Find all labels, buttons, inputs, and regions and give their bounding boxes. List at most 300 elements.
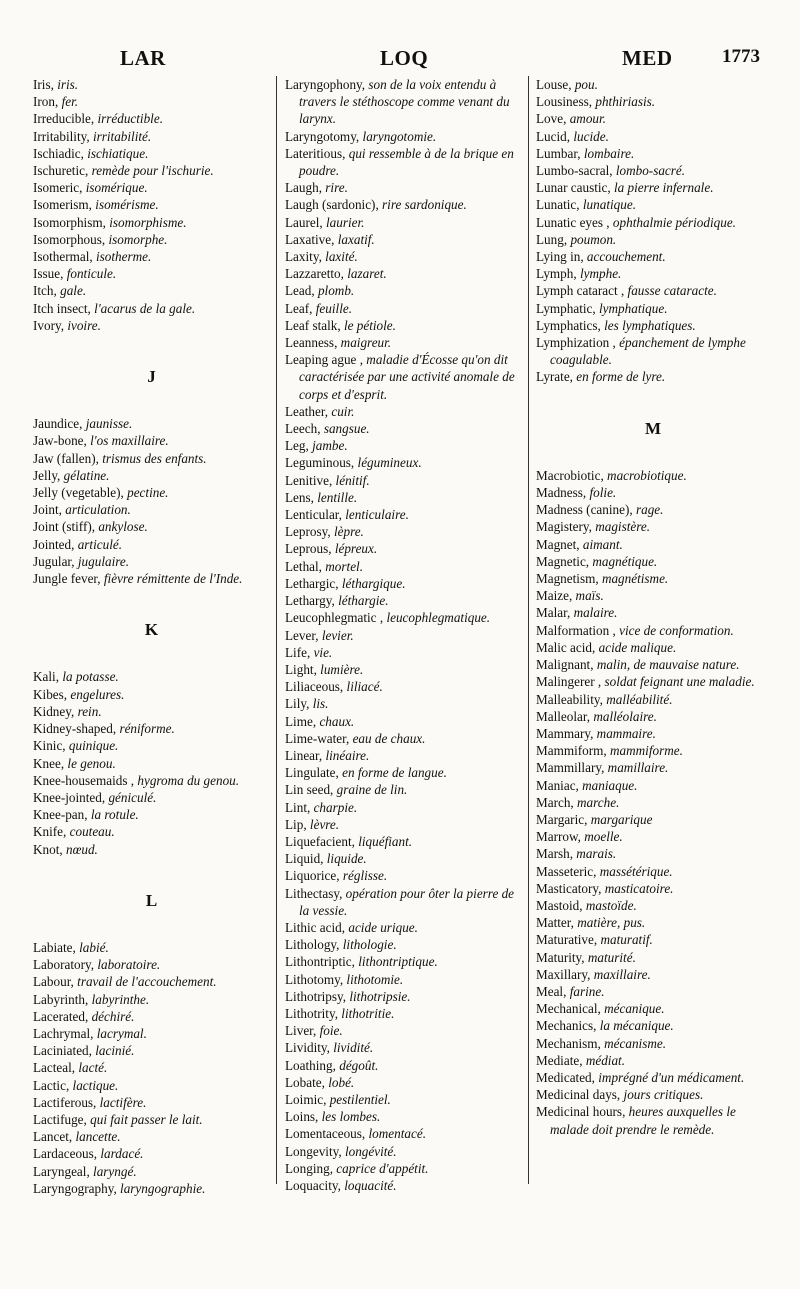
entry-headword: Knot,: [33, 841, 63, 857]
dictionary-entry: [536, 282, 770, 299]
entry-headword: Leather,: [285, 403, 329, 419]
entry-headword: Linear,: [285, 747, 323, 763]
entry-translation: irréductible.: [97, 111, 163, 127]
dictionary-entry: [33, 720, 270, 737]
entry-translation: couteau.: [69, 824, 115, 840]
entry-translation: iris.: [57, 77, 79, 92]
dictionary-entry: [285, 558, 520, 575]
entry-translation: malléabilité.: [606, 691, 673, 707]
entry-translation: lithontriptique.: [358, 954, 438, 970]
entry-translation: foie.: [319, 1023, 343, 1039]
dictionary-entry: [536, 501, 770, 518]
entry-headword: Lunatic eyes ,: [536, 214, 610, 230]
entry-headword: Lymphatics,: [536, 317, 601, 333]
dictionary-entry: [33, 1180, 270, 1197]
entry-translation: jugulaire.: [77, 553, 130, 569]
entry-translation: rein.: [77, 703, 102, 719]
dictionary-entry: [536, 1017, 770, 1034]
entry-translation: pestilentiel.: [329, 1091, 391, 1107]
entry-headword: Jelly,: [33, 467, 61, 483]
dictionary-entry: [536, 828, 770, 845]
dictionary-entry: [285, 351, 520, 403]
entry-headword: Medicinal hours,: [536, 1104, 626, 1120]
entry-translation: lombaire.: [583, 145, 635, 161]
dictionary-entry: [536, 128, 770, 145]
entry-translation: pectine.: [127, 485, 169, 501]
entry-headword: Leguminous,: [285, 455, 355, 471]
entry-headword: Loimic,: [285, 1091, 327, 1107]
entry-headword: Maxillary,: [536, 966, 591, 982]
entry-translation: accouchement.: [586, 249, 666, 265]
dictionary-entry: [536, 983, 770, 1000]
entry-translation: gale.: [60, 283, 87, 299]
entry-translation: isomorphisme.: [109, 214, 187, 230]
dictionary-entry: [536, 484, 770, 501]
entry-translation: liquide.: [326, 851, 367, 867]
dictionary-entry: [536, 317, 770, 334]
entry-headword: Knee-jointed,: [33, 789, 106, 805]
entry-headword: Lardaceous,: [33, 1146, 98, 1162]
dictionary-entry: [536, 777, 770, 794]
dictionary-entry: [536, 76, 770, 93]
entry-headword: Malleolar,: [536, 708, 591, 724]
dictionary-entry: [285, 695, 520, 712]
dictionary-entry: [285, 489, 520, 506]
entry-headword: Laryngeal,: [33, 1163, 90, 1179]
entry-headword: Malignant,: [536, 657, 594, 673]
column-3: [536, 76, 770, 1184]
entry-headword: Mammiform,: [536, 743, 607, 759]
dictionary-entry: [536, 931, 770, 948]
entry-translation: isotherme.: [96, 249, 152, 265]
entry-headword: Lucid,: [536, 128, 571, 144]
dictionary-entry: [33, 501, 270, 518]
entry-headword: Labour,: [33, 974, 74, 990]
entry-translation: lacrymal.: [96, 1025, 147, 1041]
entry-headword: Lithology,: [285, 937, 340, 953]
entry-translation: ischiatique.: [87, 145, 149, 161]
dictionary-entry: [33, 282, 270, 299]
entry-translation: le pétiole.: [343, 317, 396, 333]
entry-translation: maladie d'Écosse qu'on dit caractérisée par une activité anomale de corps et d'esprit.: [299, 352, 515, 402]
dictionary-entry: [536, 622, 770, 639]
entry-translation: laryngé.: [93, 1163, 137, 1179]
entry-headword: Masticatory,: [536, 880, 602, 896]
dictionary-entry: [536, 570, 770, 587]
dictionary-entry: [33, 76, 270, 93]
entry-translation: isomérisme.: [95, 197, 159, 213]
dictionary-entry: [285, 1177, 520, 1194]
dictionary-entry: [536, 248, 770, 265]
entry-headword: Ischuretic,: [33, 163, 89, 179]
dictionary-entry: [285, 1057, 520, 1074]
entry-headword: Loathing,: [285, 1057, 336, 1073]
entry-headword: Leucophlegmatic ,: [285, 610, 384, 626]
entry-headword: Lethal,: [285, 558, 322, 574]
entry-headword: Jaw-bone,: [33, 433, 87, 449]
dictionary-entry: [536, 368, 770, 385]
entry-translation: lomentacé.: [368, 1126, 426, 1142]
dictionary-entry: [285, 196, 520, 213]
entry-headword: Lens,: [285, 489, 314, 505]
page-number: 1773: [722, 46, 760, 67]
dictionary-entry: [285, 661, 520, 678]
dictionary-entry: [536, 196, 770, 213]
entry-headword: Lily,: [285, 696, 310, 712]
entry-translation: magnétique.: [592, 553, 658, 569]
entry-headword: Lead,: [285, 283, 315, 299]
dictionary-entry: [536, 759, 770, 776]
entry-translation: rire sardonique.: [382, 197, 467, 213]
entry-headword: Longing,: [285, 1160, 333, 1176]
entry-translation: médiat.: [585, 1052, 626, 1068]
entry-translation: plomb.: [317, 283, 355, 299]
dictionary-entry: [33, 772, 270, 789]
entry-translation: ophthalmie périodique.: [612, 214, 736, 230]
dictionary-entry: [285, 747, 520, 764]
dictionary-entry: [285, 248, 520, 265]
dictionary-entry: [285, 265, 520, 282]
dictionary-entry: [536, 587, 770, 604]
entry-headword: Life,: [285, 644, 311, 660]
entry-headword: Masseteric,: [536, 863, 597, 879]
entry-headword: Lomentaceous,: [285, 1126, 366, 1142]
entry-translation: lénitif.: [335, 472, 370, 488]
entry-headword: Kinic,: [33, 738, 66, 754]
entry-translation: l'acarus de la gale.: [94, 300, 196, 316]
entry-headword: Lunatic,: [536, 197, 580, 213]
entry-translation: matière, pus.: [577, 915, 646, 931]
section-letter: J: [147, 367, 156, 387]
entry-headword: Lithotomy,: [285, 971, 344, 987]
entry-translation: mammaire.: [596, 725, 656, 741]
dictionary-entry: [285, 885, 520, 919]
entry-translation: fer.: [61, 94, 79, 110]
entry-translation: en forme de lyre.: [576, 369, 666, 385]
dictionary-entry: [536, 897, 770, 914]
dictionary-entry: [536, 1086, 770, 1103]
entry-headword: Lobate,: [285, 1074, 325, 1090]
dictionary-entry: [33, 110, 270, 127]
entry-headword: Lactiferous,: [33, 1094, 97, 1110]
entry-translation: lithotripsie.: [349, 988, 411, 1004]
entry-headword: Loquacity,: [285, 1178, 341, 1193]
entry-translation: mortel.: [325, 558, 364, 574]
entry-headword: Laciniated,: [33, 1043, 92, 1059]
entry-translation: heures auxquelles le malade doit prendre le remède.: [550, 1104, 736, 1137]
entry-headword: Malleability,: [536, 691, 603, 707]
dictionary-entry: [33, 823, 270, 840]
dictionary-entry: [285, 936, 520, 953]
entry-headword: Marsh,: [536, 846, 573, 862]
entry-translation: en forme de langue.: [342, 765, 447, 781]
dictionary-entry: [285, 644, 520, 661]
dictionary-entry: [33, 806, 270, 823]
entry-translation: lentille.: [317, 489, 358, 505]
dictionary-entry: [285, 953, 520, 970]
entry-headword: Laxative,: [285, 231, 335, 247]
entry-translation: lividité.: [333, 1040, 374, 1056]
entry-headword: Ivory,: [33, 317, 65, 333]
dictionary-entry: [536, 231, 770, 248]
dictionary-entry: [536, 467, 770, 484]
entry-headword: Malformation ,: [536, 622, 616, 638]
entry-headword: Issue,: [33, 266, 64, 282]
entry-translation: lis.: [312, 696, 329, 712]
entry-translation: charpie.: [313, 799, 358, 815]
dictionary-entry: [536, 1000, 770, 1017]
entry-headword: Magistery,: [536, 519, 592, 535]
entry-translation: chaux.: [319, 713, 355, 729]
entry-translation: isomérique.: [85, 180, 148, 196]
entry-headword: Iron,: [33, 94, 59, 110]
dictionary-entry: [285, 592, 520, 609]
entry-headword: Labiate,: [33, 939, 76, 955]
dictionary-entry: [33, 1094, 270, 1111]
entry-translation: lacinié.: [95, 1043, 135, 1059]
entry-headword: Iris,: [33, 77, 54, 92]
dictionary-entry: [285, 420, 520, 437]
entry-translation: qui fait passer le lait.: [90, 1111, 203, 1127]
entry-headword: Lunar caustic,: [536, 180, 611, 196]
entry-headword: Lumbo-sacral,: [536, 163, 613, 179]
dictionary-entry: [285, 128, 520, 145]
entry-translation: maturatif.: [600, 932, 653, 948]
entry-headword: Lime,: [285, 713, 317, 729]
entry-headword: Isomerism,: [33, 197, 92, 213]
entry-headword: Mammillary,: [536, 760, 605, 776]
dictionary-entry: [33, 1111, 270, 1128]
dictionary-entry: [536, 949, 770, 966]
entry-headword: Leprosy,: [285, 524, 331, 540]
dictionary-entry: [285, 713, 520, 730]
entry-headword: Maniac,: [536, 777, 579, 793]
entry-translation: liliacé.: [346, 679, 383, 695]
entry-headword: Irritability,: [33, 128, 90, 144]
entry-headword: Mediate,: [536, 1052, 583, 1068]
entry-translation: ankylose.: [98, 519, 148, 535]
dictionary-entry: [33, 484, 270, 501]
dictionary-entry: [536, 93, 770, 110]
entry-headword: Isomeric,: [33, 180, 83, 196]
entry-headword: Joint (stiff),: [33, 519, 96, 535]
dictionary-entry: [536, 536, 770, 553]
dictionary-entry: [285, 1039, 520, 1056]
entry-headword: Jugular,: [33, 553, 75, 569]
entry-translation: la rotule.: [90, 807, 139, 823]
entry-translation: géniculé.: [108, 789, 157, 805]
dictionary-entry: [285, 214, 520, 231]
dictionary-entry: [536, 794, 770, 811]
dictionary-entry: [33, 668, 270, 685]
dictionary-entry: [33, 703, 270, 720]
entry-translation: levier.: [321, 627, 354, 643]
entry-translation: moelle.: [584, 829, 623, 845]
entry-translation: isomorphe.: [108, 231, 168, 247]
dictionary-entry: [33, 518, 270, 535]
entry-translation: amour.: [569, 111, 606, 127]
column-2: [285, 76, 520, 1193]
entry-translation: l'os maxillaire.: [90, 433, 169, 449]
entry-headword: Lividity,: [285, 1040, 330, 1056]
entry-translation: fonticule.: [66, 266, 117, 282]
entry-translation: maniaque.: [582, 777, 638, 793]
dictionary-entry: [33, 737, 270, 754]
dictionary-entry: [285, 300, 520, 317]
entry-headword: Leanness,: [285, 335, 338, 351]
entry-translation: caprice d'appétit.: [336, 1160, 429, 1176]
entry-headword: Labyrinth,: [33, 991, 89, 1007]
dictionary-entry: [33, 956, 270, 973]
dictionary-entry: [33, 432, 270, 449]
entry-headword: Louse,: [536, 77, 572, 92]
dictionary-entry: [536, 725, 770, 742]
dictionary-entry: [285, 454, 520, 471]
entry-headword: Leprous,: [285, 541, 332, 557]
entry-headword: Longevity,: [285, 1143, 342, 1159]
dictionary-entry: [285, 231, 520, 248]
dictionary-entry: [285, 627, 520, 644]
entry-translation: laryngographie.: [120, 1180, 206, 1196]
entry-translation: son de la voix entendu à travers le stéthoscope comme venant du larynx.: [299, 77, 510, 127]
entry-translation: lombo-sacré.: [615, 163, 686, 179]
entry-headword: Liver,: [285, 1023, 317, 1039]
entry-translation: qui ressemble à de la brique en poudre.: [299, 145, 514, 179]
entry-headword: Lateritious,: [285, 145, 346, 161]
dictionary-entry: [285, 1160, 520, 1177]
entry-headword: Itch insect,: [33, 300, 91, 316]
entry-translation: lépreux.: [334, 541, 378, 557]
entry-headword: Lousiness,: [536, 94, 593, 110]
entry-translation: eau de chaux.: [352, 730, 426, 746]
dictionary-entry: [285, 179, 520, 196]
dictionary-entry: [536, 604, 770, 621]
entry-headword: Lithontriptic,: [285, 954, 355, 970]
entry-translation: vice de conformation.: [619, 622, 734, 638]
entry-translation: lithotritie.: [341, 1005, 395, 1021]
entry-headword: Jointed,: [33, 536, 75, 552]
entry-headword: Laboratory,: [33, 957, 95, 973]
entry-headword: Lumbar,: [536, 145, 581, 161]
entry-translation: poumon.: [570, 231, 617, 247]
entry-translation: réniforme.: [119, 721, 175, 737]
entry-translation: lithotomie.: [346, 971, 404, 987]
entry-translation: lardacé.: [100, 1146, 144, 1162]
dictionary-entry: [536, 742, 770, 759]
dictionary-entry: [536, 673, 770, 690]
entry-headword: Magnet,: [536, 536, 580, 552]
entry-headword: Liquefacient,: [285, 833, 355, 849]
dictionary-entry: [285, 403, 520, 420]
entry-translation: réglisse.: [342, 868, 388, 884]
entry-translation: nœud.: [65, 841, 98, 857]
entry-headword: Laurel,: [285, 214, 323, 230]
section-letter: L: [145, 890, 158, 910]
entry-headword: Lime-water,: [285, 730, 350, 746]
entry-headword: Lancet,: [33, 1129, 73, 1145]
entry-translation: lenticulaire.: [345, 507, 409, 523]
entry-translation: maïs.: [575, 588, 604, 604]
entry-translation: les lombes.: [321, 1109, 381, 1125]
entry-translation: les lymphatiques.: [604, 317, 696, 333]
header-center-guideword: LOQ: [380, 46, 429, 70]
entry-headword: Lint,: [285, 799, 311, 815]
section-letter: M: [644, 418, 662, 438]
dictionary-entry: [33, 686, 270, 703]
column-1: [33, 76, 270, 1196]
dictionary-entry: [33, 93, 270, 110]
entry-headword: Irreducible,: [33, 111, 95, 127]
entry-headword: Lethargy,: [285, 593, 335, 609]
dictionary-entry: [33, 196, 270, 213]
entry-headword: Light,: [285, 661, 317, 677]
entry-headword: Lung,: [536, 231, 568, 247]
entry-headword: Lachrymal,: [33, 1025, 94, 1041]
dictionary-entry: [536, 553, 770, 570]
entry-translation: engelures.: [70, 686, 125, 702]
dictionary-entry: [285, 1022, 520, 1039]
entry-headword: Jungle fever,: [33, 571, 101, 587]
entry-headword: Lip,: [285, 816, 307, 832]
dictionary-entry: [33, 128, 270, 145]
running-header: [0, 46, 800, 76]
entry-translation: articulé.: [77, 536, 123, 552]
entry-headword: Kidney-shaped,: [33, 721, 117, 737]
entry-headword: Macrobiotic,: [536, 467, 604, 483]
entry-headword: Mechanism,: [536, 1035, 601, 1051]
dictionary-entry: [33, 467, 270, 484]
entry-headword: Maturity,: [536, 949, 585, 965]
dictionary-entry: [33, 145, 270, 162]
dictionary-entry: [536, 518, 770, 535]
dictionary-entry: [285, 799, 520, 816]
entry-headword: Lingulate,: [285, 765, 339, 781]
entry-translation: aimant.: [582, 536, 623, 552]
dictionary-entry: [536, 708, 770, 725]
dictionary-entry: [33, 973, 270, 990]
entry-translation: hygroma du genou.: [137, 772, 240, 788]
entry-translation: mammiforme.: [610, 743, 683, 759]
dictionary-entry: [285, 867, 520, 884]
entry-translation: jaunisse.: [85, 416, 133, 432]
entry-translation: laurier.: [326, 214, 365, 230]
dictionary-entry: [285, 1143, 520, 1160]
entry-translation: lobé.: [328, 1074, 355, 1090]
entry-translation: ivoire.: [67, 317, 101, 333]
dictionary-entry: [285, 334, 520, 351]
entry-headword: Marrow,: [536, 829, 581, 845]
entry-headword: Magnetic,: [536, 553, 590, 569]
dictionary-entry: [33, 570, 270, 587]
entry-translation: léthargique.: [341, 575, 406, 591]
entry-translation: rage.: [635, 502, 664, 518]
dictionary-entry: [536, 863, 770, 880]
entry-translation: cuir.: [331, 403, 355, 419]
dictionary-entry: [536, 639, 770, 656]
entry-translation: lazaret.: [347, 266, 387, 282]
entry-translation: marais.: [576, 846, 617, 862]
entry-translation: pou.: [574, 77, 598, 92]
entry-headword: Laryngophony,: [285, 77, 366, 92]
entry-headword: Medicinal days,: [536, 1087, 621, 1103]
entry-translation: remède pour l'ischurie.: [91, 163, 214, 179]
dictionary-entry: [33, 1025, 270, 1042]
entry-translation: lèpre.: [333, 524, 364, 540]
entry-translation: malaire.: [573, 605, 618, 621]
entry-headword: Knee-housemaids ,: [33, 772, 135, 788]
entry-translation: irritabilité.: [92, 128, 152, 144]
entry-headword: Love,: [536, 111, 567, 127]
